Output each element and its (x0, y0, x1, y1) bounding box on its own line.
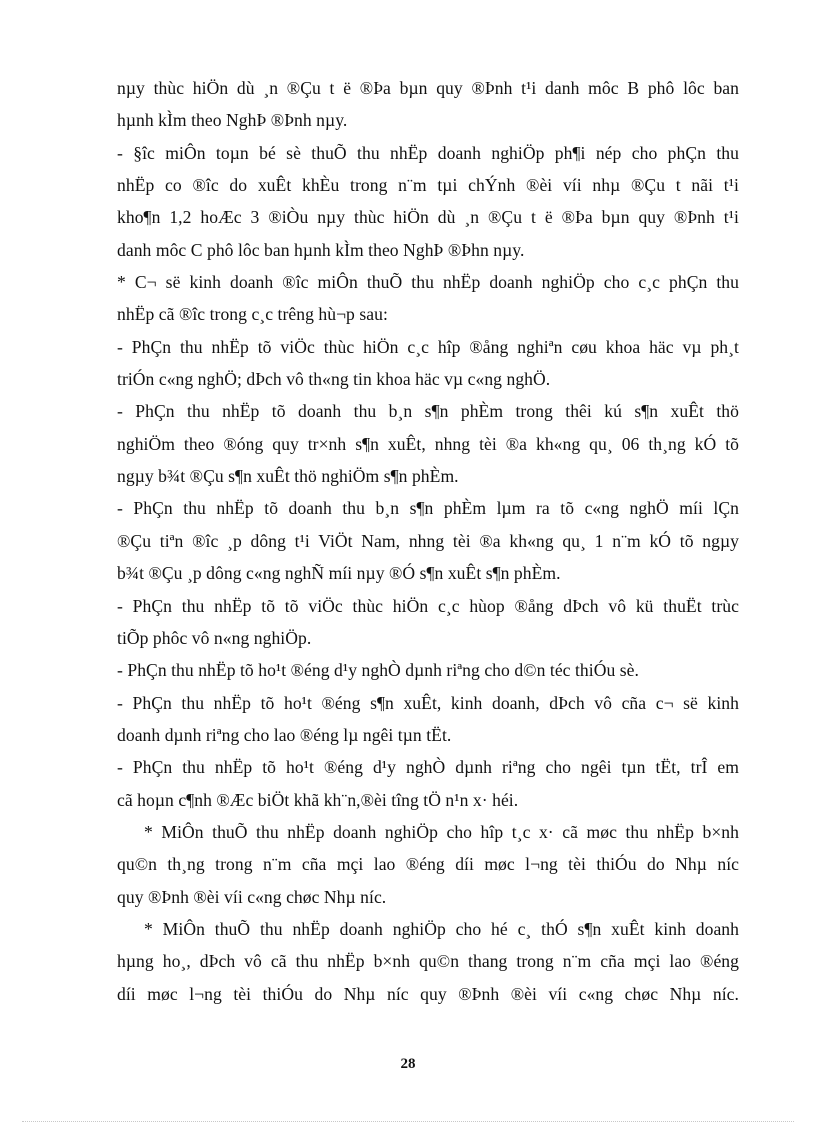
text-line: * MiÔn thuÕ thu nhËp doanh nghiÖp cho hé c¸ thÓ s¶n xuÊt kinh doanh (144, 918, 739, 939)
text-line: b¾t ®Çu ¸p dông c«ng nghÑ míi nµy ®Ó s¶n xuÊt s¶n phÈm. (117, 563, 561, 584)
page-number: 28 (400, 1056, 416, 1072)
text-line: - PhÇn thu nhËp tõ doanh thu b¸n s¶n phÈm trong thêi kú s¶n xuÊt thö (117, 401, 739, 422)
text-line: tiÕp phôc vô n«ng nghiÖp. (117, 627, 312, 648)
text-line: - PhÇn thu nhËp tõ tõ viÖc thùc hiÖn c¸c hùop ®ång dÞch vô kü thuËt trùc (117, 595, 739, 616)
text-line: - PhÇn thu nhËp tõ doanh thu b¸n s¶n phÈm lµm ra tõ c«ng nghÖ míi lÇn (117, 498, 739, 519)
body-text (117, 72, 739, 1010)
text-line: - PhÇn thu nhËp tõ ho¹t ®éng d¹y nghÒ dµnh riªng cho ngêi tµn tËt, trÎ em (117, 757, 739, 778)
text-line: qu©n th¸ng trong n¨m cña mçi lao ®éng díi møc l¬ng tèi thiÓu do Nhµ níc (117, 854, 739, 875)
text-line: nhËp co ®îc do xuÊt khÈu trong n¨m tµi chÝnh ®èi víi nhµ ®Çu t nãi t¹i (117, 175, 739, 196)
text-line: - §îc miÔn toµn bé sè thuÕ thu nhËp doanh nghiÖp ph¶i nép cho phÇn thu (117, 142, 739, 163)
text-line: ngµy b¾t ®Çu s¶n xuÊt thö nghiÖm s¶n phÈm. (117, 466, 459, 487)
text-line: hµnh kÌm theo NghÞ ®Þnh nµy. (117, 110, 348, 131)
text-line: triÓn c«ng nghÖ; dÞch vô th«ng tin khoa häc vµ c«ng nghÖ. (117, 369, 551, 390)
text-line: * MiÔn thuÕ thu nhËp doanh nghiÖp cho hîp t¸c x· cã møc thu nhËp b×nh (144, 821, 739, 842)
text-line: - PhÇn thu nhËp tõ ho¹t ®éng s¶n xuÊt, kinh doanh, dÞch vô cña c¬ së kinh (117, 692, 739, 713)
text-line: díi møc l¬ng tèi thiÓu do Nhµ níc quy ®Þnh ®èi víi c«ng chøc Nhµ níc. (117, 983, 739, 1004)
text-line: cã hoµn c¶nh ®Æc biÖt khã kh¨n,®èi tîng tÖ n¹n x· héi. (117, 789, 519, 810)
text-line: doanh dµnh riªng cho lao ®éng lµ ngêi tµn tËt. (117, 724, 452, 745)
text-line: ®Çu tiªn ®îc ¸p dông t¹i ViÖt Nam, nhng tèi ®a kh«ng qu¸ 1 n¨m kÓ tõ ngµy (117, 530, 739, 551)
text-line: quy ®Þnh ®èi víi c«ng chøc Nhµ níc. (117, 886, 387, 907)
footer-divider (22, 1121, 794, 1122)
text-line: * C¬ së kinh doanh ®îc miÔn thuÕ thu nhËp doanh nghiÖp cho c¸c phÇn thu (117, 272, 739, 293)
text-line: kho¶n 1,2 hoÆc 3 ®iÒu nµy thùc hiÖn dù ¸n ®Çu t ë ®Þa bµn quy ®Þnh t¹i (117, 207, 739, 228)
text-line: nghiÖm theo ®óng quy tr×nh s¶n xuÊt, nhng tèi ®a kh«ng qu¸ 06 th¸ng kÓ tõ (117, 433, 739, 454)
text-line: - PhÇn thu nhËp tõ viÖc thùc hiÖn c¸c hîp ®ång nghiªn cøu khoa häc vµ ph¸t (117, 336, 739, 357)
text-line: nµy thùc hiÖn dù ¸n ®Çu t ë ®Þa bµn quy ®Þnh t¹i danh môc B phô lôc ban (117, 78, 739, 98)
text-line: danh môc C phô lôc ban hµnh kÌm theo NghÞ ®Þhn nµy. (117, 239, 525, 260)
text-line: hµng ho¸, dÞch vô cã thu nhËp b×nh qu©n thang trong n¨m cña mçi lao ®éng (117, 951, 739, 972)
text-line: - PhÇn thu nhËp tõ ho¹t ®éng d¹y nghÒ dµnh riªng cho d©n téc thiÓu sè. (117, 660, 639, 681)
text-line: nhËp cã ®îc trong c¸c trêng hù¬p sau: (117, 304, 388, 325)
